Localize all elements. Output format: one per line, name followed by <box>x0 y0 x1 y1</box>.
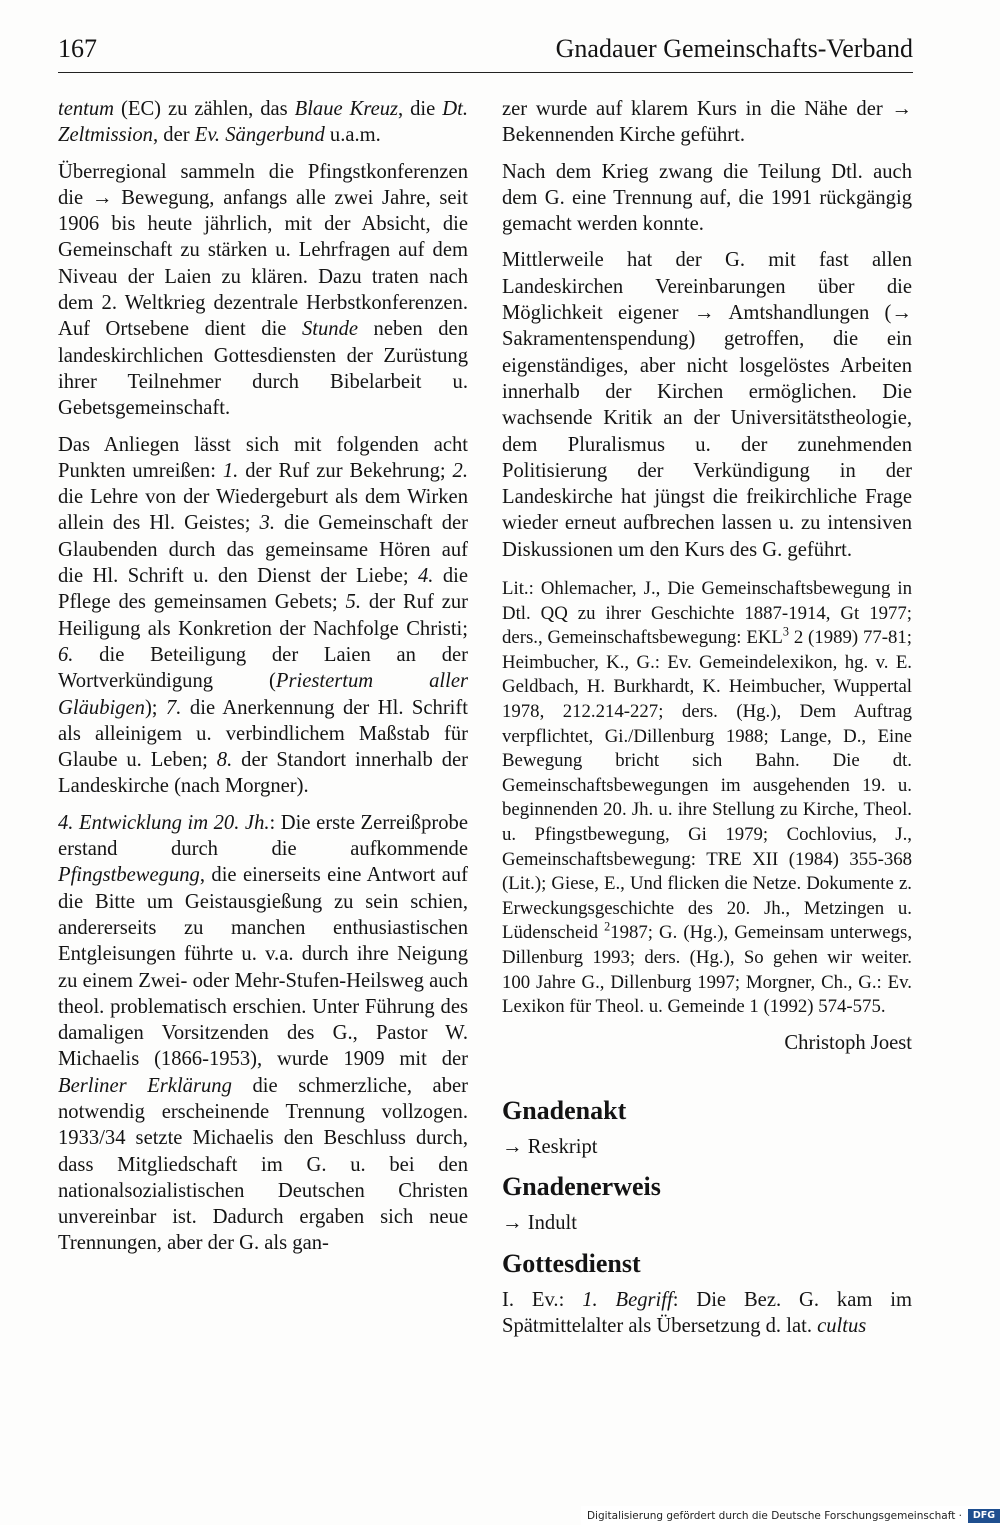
running-title: Gnadauer Gemeinschafts-Verband <box>555 34 913 63</box>
text-run: , die einerseits eine Antwort auf die Bitte um Geistausgießung zu sein schien, andererseits zu manchen enthusiastischen Entgleisungen führte u. v.a. durch ihre Neigung zu einem Zwei- oder Mehr-Stufen-Heilsweg auch theol. problematisch erschien. Unter Führung des damaligen Vorsitzenden des G., Pastor W. Michaelis (1866-1953), wurde 1909 mit der <box>58 864 468 1071</box>
dfg-logo-icon: DFG <box>968 1509 1000 1523</box>
italic-text: Ev. Sängerbund <box>194 124 325 147</box>
text-run: der Ruf zur Bekehrung; <box>238 459 453 482</box>
paragraph <box>502 96 912 149</box>
paragraph <box>502 247 912 563</box>
cross-reference-link[interactable]: → Indult <box>502 1212 577 1235</box>
text-run: neben den landeskirchlichen Gottesdiensten der Zurüstung ihrer Teilnehmer durch Bibelarbeit u. Gebetsgemeinschaft. <box>58 318 468 420</box>
text-run: 1987; G. (Hg.), Gemeinsam unterwegs, Dillenburg 1993; ders. (Hg.), So gehen wir weiter. 100 Jahre G., Dillenburg 1997; Morgner, Ch., G.: Ev. Lexikon für Theol. u. Gemeinde 1 (1992) 574-575. <box>502 922 913 1018</box>
text-run: I. Ev.: <box>502 1288 583 1311</box>
italic-text: 3. <box>259 512 275 535</box>
text-run: der Ruf zur Heiligung als Konkretion der Nachfolge Christi; <box>58 591 468 640</box>
text-run: u.a.m. <box>324 124 381 147</box>
text-run: , der <box>152 124 195 147</box>
italic-text: tentum <box>58 98 115 120</box>
entry-title-gnadenakt: Gnadenakt <box>502 1096 627 1126</box>
italic-text: 8. <box>216 749 233 772</box>
paragraph <box>58 810 468 1257</box>
text-run: : Die Bez. G. kam im Spätmittelalter als Übersetzung d. lat. <box>502 1288 912 1337</box>
text-run: der Standort innerhalb der Landeskirche (nach Morgner). <box>58 749 468 798</box>
paragraph <box>58 432 468 800</box>
paragraph <box>502 159 912 238</box>
text-run: Mittlerweile hat der G. mit fast allen Landeskirchen Vereinbarungen über die Möglichkeit eigener → Amtshandlungen (→ Sakramentenspendung) getroffen, die ein eigenständiges, aber nicht losgelöstes Arbeiten innerhalb der Kirchen ermöglichen. Die wachsende Kritik an der Universitätstheologie, dem Pluralismus u. der zunehmenden Politisierung der Verkündigung in der Landeskirche hat jüngst die freikirchliche Frage wieder erneut aufbrechen lassen u. zu intensiven Diskussionen um den Kurs des G. geführt. <box>502 249 912 561</box>
header-rule <box>58 72 913 73</box>
literature-list <box>502 577 912 1020</box>
italic-text: Pfingstbewegung <box>58 864 200 887</box>
text-run: die schmerzliche, aber notwendig erscheinende Trennung vollzogen. 1933/34 setzte Michaelis den Beschluss durch, dass Mitgliedschaft im G. u. bei den nationalsozialistischen Deutschen Christen unvereinbar ist. Dadurch ergaben sich neue Trennungen, aber der G. als gan- <box>58 1074 468 1255</box>
italic-text: 7. <box>166 696 182 719</box>
paragraph <box>502 1287 912 1340</box>
text-run: Lit.: Ohlemacher, J., Die Gemeinschaftsbewegung in Dtl. QQ zu ihrer Geschichte 1887-1914, Gt 1977; ders., Gemeinschaftsbewegung: EKL <box>502 578 912 649</box>
italic-text: cultus <box>817 1314 867 1337</box>
page-header <box>58 30 913 72</box>
italic-text: Dt. Zeltmission <box>58 98 468 147</box>
text-run: die Beteiligung der Laien an der Wortverkündigung ( <box>58 643 468 693</box>
superscript: 2 <box>604 920 611 935</box>
italic-text: 1. Begriff <box>582 1288 673 1311</box>
italic-text: 6. <box>58 643 74 666</box>
left-column <box>58 96 468 1267</box>
text-run: ); <box>144 696 166 719</box>
italic-text: Priestertum aller Gläubigen <box>58 670 468 719</box>
italic-text: 4. <box>417 565 434 588</box>
footer-text: Digitalisierung gefördert durch die Deutsche Forschungsgemeinschaft · <box>586 1509 962 1522</box>
right-column <box>502 96 912 1349</box>
cross-reference-link[interactable]: → Reskript <box>502 1136 598 1159</box>
italic-text: Berliner Erklärung <box>58 1074 232 1097</box>
text-run: Überregional sammeln die Pfingstkonferenzen die → Bewegung, anfangs alle zwei Jahre, seit 1906 bis heute jährlich, mit der Absicht, die Gemeinschaft zu stärken u. Lehrfragen auf dem Niveau der Laien zu klären. Dazu traten nach dem 2. Weltkrieg dezentrale Herbstkonferenzen. Auf Ortsebene dient die <box>58 160 468 341</box>
text-run: zer wurde auf klarem Kurs in die Nähe der → Bekennenden Kirche geführt. <box>502 98 912 147</box>
page-number: 167 <box>58 34 97 63</box>
text-run: : Die erste Zerreißprobe erstand durch die aufkommende <box>58 811 468 861</box>
superscript: 3 <box>782 624 789 639</box>
author-signature: Christoph Joest <box>784 1031 912 1054</box>
text-run: die Anerkennung der Hl. Schrift als alleinigem u. verbindlichem Maßstab für Glaube u. Leben; <box>58 696 468 772</box>
text-run: (EC) zu zählen, das <box>114 98 295 120</box>
text-run: Nach dem Krieg zwang die Teilung Dtl. auch dem G. eine Trennung auf, die 1991 rückgängig gemacht werden konnte. <box>502 160 912 236</box>
italic-text: 2. <box>452 459 468 482</box>
text-run: 2 (1989) 77-81; Heimbucher, K., G.: Ev. Gemeindelexikon, hg. v. E. Geldbach, H. Burkhardt, K. Heimbucher, Wuppertal 1978, 212.214-227; ders. (Hg.), Dem Auftrag verpflichtet, Gi./Dillenburg 1988; Lange, D., Eine Bewegung bricht sich Bahn. Die dt. Gemeinschaftsbewegungen im ausgehenden 19. u. beginnenden 20. Jh. u. ihre Stellung zu Kirche, Theol. u. Pfingstbewegung, Gi 1979; Cochlovius, J., Gemeinschaftsbewegung: TRE XII (1984) 355-368 (Lit.); Giese, E., Und flicken die Netze. Dokumente z. Erweckungsgeschichte des 20. Jh., Metzingen u. Lüdenscheid <box>502 627 912 944</box>
paragraph <box>58 159 468 422</box>
text-run: die Gemeinschaft der Glaubenden durch das gemeinsame Hören auf die Hl. Schrift u. den Dienst der Liebe; <box>58 512 468 588</box>
entry-title-gnadenerweis: Gnadenerweis <box>502 1172 661 1202</box>
funding-footer <box>581 1506 1000 1525</box>
italic-text: 1. <box>222 459 239 482</box>
paragraph <box>58 96 468 149</box>
entry-title-gottesdienst: Gottesdienst <box>502 1248 641 1278</box>
text-run: Das Anliegen lässt sich mit folgenden acht Punkten umreißen: <box>58 433 468 482</box>
italic-text: Blaue Kreuz <box>294 98 399 120</box>
text-run: die Pflege des gemeinsamen Gebets; <box>58 565 468 614</box>
italic-text: Stunde <box>301 318 359 341</box>
italic-text: 5. <box>345 591 361 614</box>
text-run: , die <box>398 98 443 120</box>
text-run: die Lehre von der Wiedergeburt als dem Wirken allein des Hl. Geistes; <box>58 486 468 535</box>
italic-text: 4. Entwicklung im 20. Jh. <box>58 811 270 834</box>
